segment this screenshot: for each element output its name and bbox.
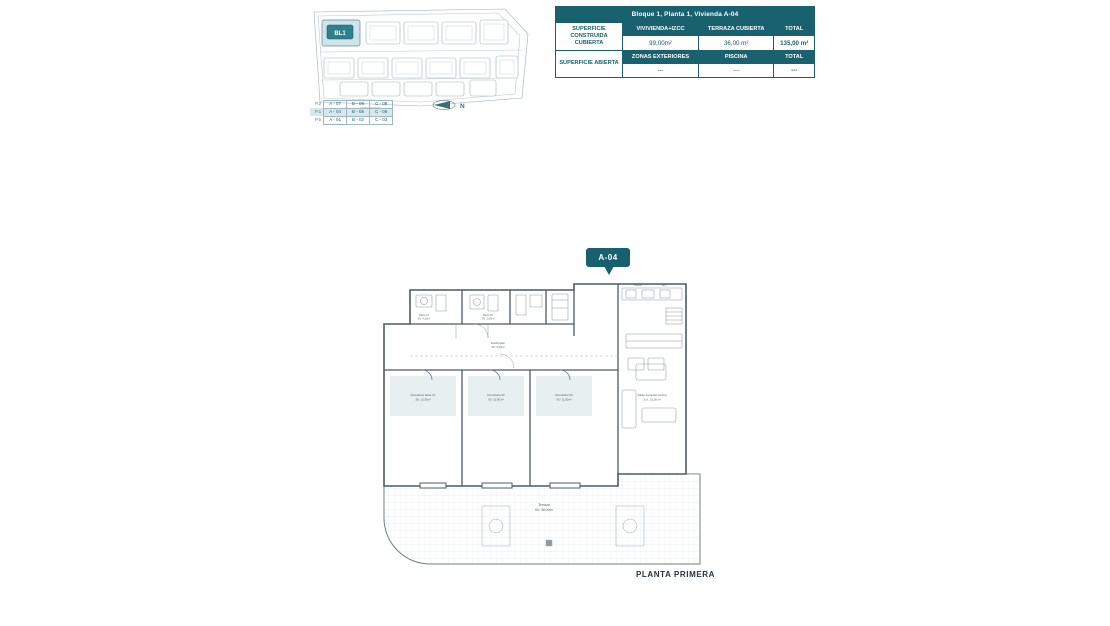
room-label-distribuidor: Distribuidor [490,341,506,345]
unit-marker-label: A-04 [598,253,618,262]
legend-cell: B - 08 [346,101,369,109]
room-label-bano-01: Baño 01 [419,314,429,317]
surface-row1-label: SUPERFICIE CONSTRUIDA CUBIERTA [556,23,623,51]
room-area-dormitorio-01: SU: 13,33m² [415,398,431,402]
legend-cell: C - 03 [369,116,392,124]
room-label-dormitorio-01: Dormitorio Suite 01 [410,393,436,397]
room-label-dormitorio-02: Dormitorio 02 [487,393,505,397]
bedroom-03 [536,376,592,416]
surface-row2-total: --- [774,63,815,77]
floor-unit-legend [310,100,393,125]
north-arrow-icon [430,96,470,114]
legend-floor: P.b [315,116,322,122]
floor-plan-drawing [370,278,730,568]
legend-cell: B - 02 [346,116,369,124]
bedroom-02 [468,376,524,416]
room-area-terraza: SU: 36,00m² [535,508,553,512]
plan-caption: PLANTA PRIMERA [636,570,716,579]
surface-row2-value-0: --- [623,63,699,77]
kitchen-label: cocina [634,284,642,287]
bedroom-01 [390,376,456,416]
legend-cell-active: A - 04 [324,108,347,116]
legend-row-active [310,108,393,116]
unit-marker-bubble [586,248,630,267]
legend-cell: C - 09 [369,101,392,109]
room-area-distribuidor: SU: 5,09m² [491,346,505,349]
keyplan-block-label: BL1 [334,31,346,37]
unit-marker-tail [604,266,614,275]
svg-text:N: N [460,103,465,110]
legend-row [310,101,393,109]
surface-table-title: Bloque 1, Planta 1, Vivienda A-04 [556,7,815,23]
surface-row1-header-0: VIVIVIENDA+IZCC [623,23,699,36]
room-area-bano-02: SU: 3,65m² [481,317,495,321]
surface-row2-header-2: TOTAL [774,50,815,63]
legend-floor: P.2 [315,101,322,106]
wardrobe-label: arm. [662,284,668,287]
surface-row1-header-2: TOTAL [774,23,815,36]
surface-row1-value-0: 99,00m² [623,36,699,51]
surface-row2-header-0: ZONAS EXTERIORES [623,50,699,63]
room-area-dormitorio-02: SU: 10,06 m² [488,398,504,402]
legend-floor: P.1 [310,108,324,116]
surface-row1-header-1: TERRAZA CUBIERTA [699,23,774,36]
legend-cell: C - 06 [369,108,392,116]
surface-row2-value-1: --- [699,63,774,77]
surface-row2-header-1: PISCINA [699,50,774,63]
room-label-dormitorio-03: Dormitorio 03 [555,393,573,397]
legend-row [310,116,393,124]
surface-row1-value-1: 36,00 m² [699,36,774,51]
room-area-salon: S.U.: 31,26 m² [643,398,661,402]
room-label-bano-02: Baño 02 [483,314,493,317]
window-marks [420,483,580,488]
room-area-bano-01: SU: 4,28m² [417,317,431,321]
surface-row1-total: 135,00 m² [774,36,815,51]
room-area-dormitorio-03: SU: 11,00m² [556,398,572,402]
room-label-salon: Salón-comedor-cocina [637,393,667,397]
legend-cell: A - 01 [324,116,347,124]
surface-row2-label: SUPERFICIE ABIERTA [556,50,623,77]
unit-marker-pin [586,248,634,280]
room-label-terraza: Terraza [538,503,550,507]
legend-cell: B - 05 [346,108,369,116]
legend-cell: A - 07 [324,101,347,109]
surface-table [555,6,815,78]
